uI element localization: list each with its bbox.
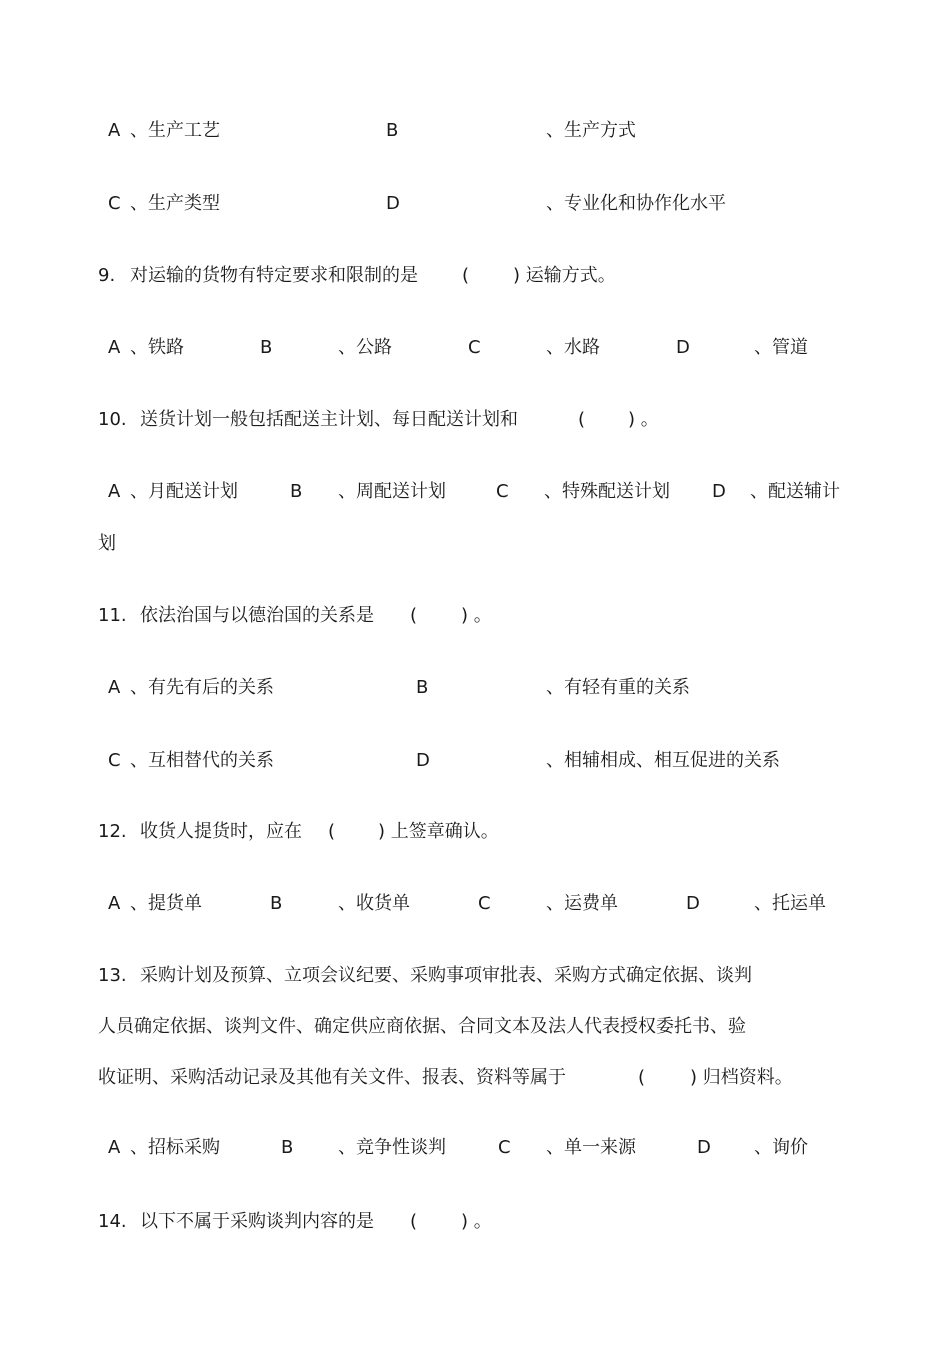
q11-option-c-letter: C xyxy=(108,750,121,771)
q12-stem: 收货人提货时，应在 xyxy=(140,821,302,842)
q13-stem-line2: 人员确定依据、谈判文件、确定供应商依据、合同文本及法人代表授权委托书、验 xyxy=(98,1016,746,1037)
q11-paren-open: ( xyxy=(410,605,418,626)
q12-paren-open: ( xyxy=(328,821,336,842)
q13-option-b-letter: B xyxy=(281,1137,294,1158)
q13-option-d-text: 、询价 xyxy=(754,1137,808,1158)
q8-option-d-letter: D xyxy=(386,193,400,214)
q10-paren-close: ) 。 xyxy=(628,409,659,430)
q10-option-d-text-continued: 划 xyxy=(98,533,116,554)
q12-option-b-letter: B xyxy=(270,893,283,914)
q13-stem-line1: 采购计划及预算、立项会议纪要、采购事项审批表、采购方式确定依据、谈判 xyxy=(140,965,752,986)
q8-option-b-letter: B xyxy=(386,120,399,141)
q12-option-a-letter: A xyxy=(108,893,121,914)
q9-option-a-letter: A xyxy=(108,337,121,358)
q10-option-b-text: 、周配送计划 xyxy=(338,481,446,502)
q13-option-c-letter: C xyxy=(498,1137,511,1158)
q13-option-a-text: 、招标采购 xyxy=(130,1137,220,1158)
q11-paren-close: ) 。 xyxy=(461,605,492,626)
q11-number: 11. xyxy=(98,605,127,626)
q11-option-c-text: 、互相替代的关系 xyxy=(130,750,274,771)
q13-stem-line3: 收证明、采购活动记录及其他有关文件、报表、资料等属于 xyxy=(98,1067,566,1088)
q10-option-c-letter: C xyxy=(496,481,509,502)
q10-paren-open: ( xyxy=(578,409,586,430)
q12-option-d-text: 、托运单 xyxy=(754,893,826,914)
q9-option-a-text: 、铁路 xyxy=(130,337,184,358)
q10-option-b-letter: B xyxy=(290,481,303,502)
q8-option-b-text: 、生产方式 xyxy=(546,120,636,141)
q11-option-a-letter: A xyxy=(108,677,121,698)
q11-option-a-text: 、有先有后的关系 xyxy=(130,677,274,698)
q13-paren-open: ( xyxy=(638,1067,646,1088)
q8-option-c-letter: C xyxy=(108,193,121,214)
q10-option-d-text: 、配送辅计 xyxy=(750,481,840,502)
q11-option-d-letter: D xyxy=(416,750,430,771)
q14-number: 14. xyxy=(98,1211,127,1232)
q13-number: 13. xyxy=(98,965,127,986)
q12-option-a-text: 、提货单 xyxy=(130,893,202,914)
q8-option-a-text: 、生产工艺 xyxy=(130,120,220,141)
q10-option-d-letter: D xyxy=(712,481,726,502)
q12-option-c-letter: C xyxy=(478,893,491,914)
q9-option-b-letter: B xyxy=(260,337,273,358)
q11-stem: 依法治国与以德治国的关系是 xyxy=(140,605,374,626)
q14-stem: 以下不属于采购谈判内容的是 xyxy=(140,1211,374,1232)
q9-option-d-text: 、管道 xyxy=(754,337,808,358)
q9-stem: 对运输的货物有特定要求和限制的是 xyxy=(130,265,418,286)
q10-option-a-text: 、月配送计划 xyxy=(130,481,238,502)
q14-paren-close: ) 。 xyxy=(461,1211,492,1232)
q14-paren-open: ( xyxy=(410,1211,418,1232)
q8-option-d-text: 、专业化和协作化水平 xyxy=(546,193,726,214)
q11-option-b-text: 、有轻有重的关系 xyxy=(546,677,690,698)
q12-option-c-text: 、运费单 xyxy=(546,893,618,914)
q13-option-d-letter: D xyxy=(697,1137,711,1158)
q9-paren-close: ) 运输方式。 xyxy=(513,265,616,286)
q13-option-c-text: 、单一来源 xyxy=(546,1137,636,1158)
q13-option-a-letter: A xyxy=(108,1137,121,1158)
q9-option-d-letter: D xyxy=(676,337,690,358)
q9-option-c-text: 、水路 xyxy=(546,337,600,358)
q13-paren-close: ) 归档资料。 xyxy=(690,1067,793,1088)
q9-number: 9. xyxy=(98,265,116,286)
q8-option-a-letter: A xyxy=(108,120,121,141)
q11-option-b-letter: B xyxy=(416,677,429,698)
q12-option-d-letter: D xyxy=(686,893,700,914)
q9-option-c-letter: C xyxy=(468,337,481,358)
q12-option-b-text: 、收货单 xyxy=(338,893,410,914)
q10-number: 10. xyxy=(98,409,127,430)
q11-option-d-text: 、相辅相成、相互促进的关系 xyxy=(546,750,780,771)
q10-option-a-letter: A xyxy=(108,481,121,502)
q12-number: 12. xyxy=(98,821,127,842)
q10-stem: 送货计划一般包括配送主计划、每日配送计划和 xyxy=(140,409,518,430)
q12-paren-close: ) 上签章确认。 xyxy=(378,821,499,842)
q13-option-b-text: 、竞争性谈判 xyxy=(338,1137,446,1158)
q9-option-b-text: 、公路 xyxy=(338,337,392,358)
q8-option-c-text: 、生产类型 xyxy=(130,193,220,214)
q10-option-c-text: 、特殊配送计划 xyxy=(544,481,670,502)
q9-paren-open: ( xyxy=(462,265,470,286)
